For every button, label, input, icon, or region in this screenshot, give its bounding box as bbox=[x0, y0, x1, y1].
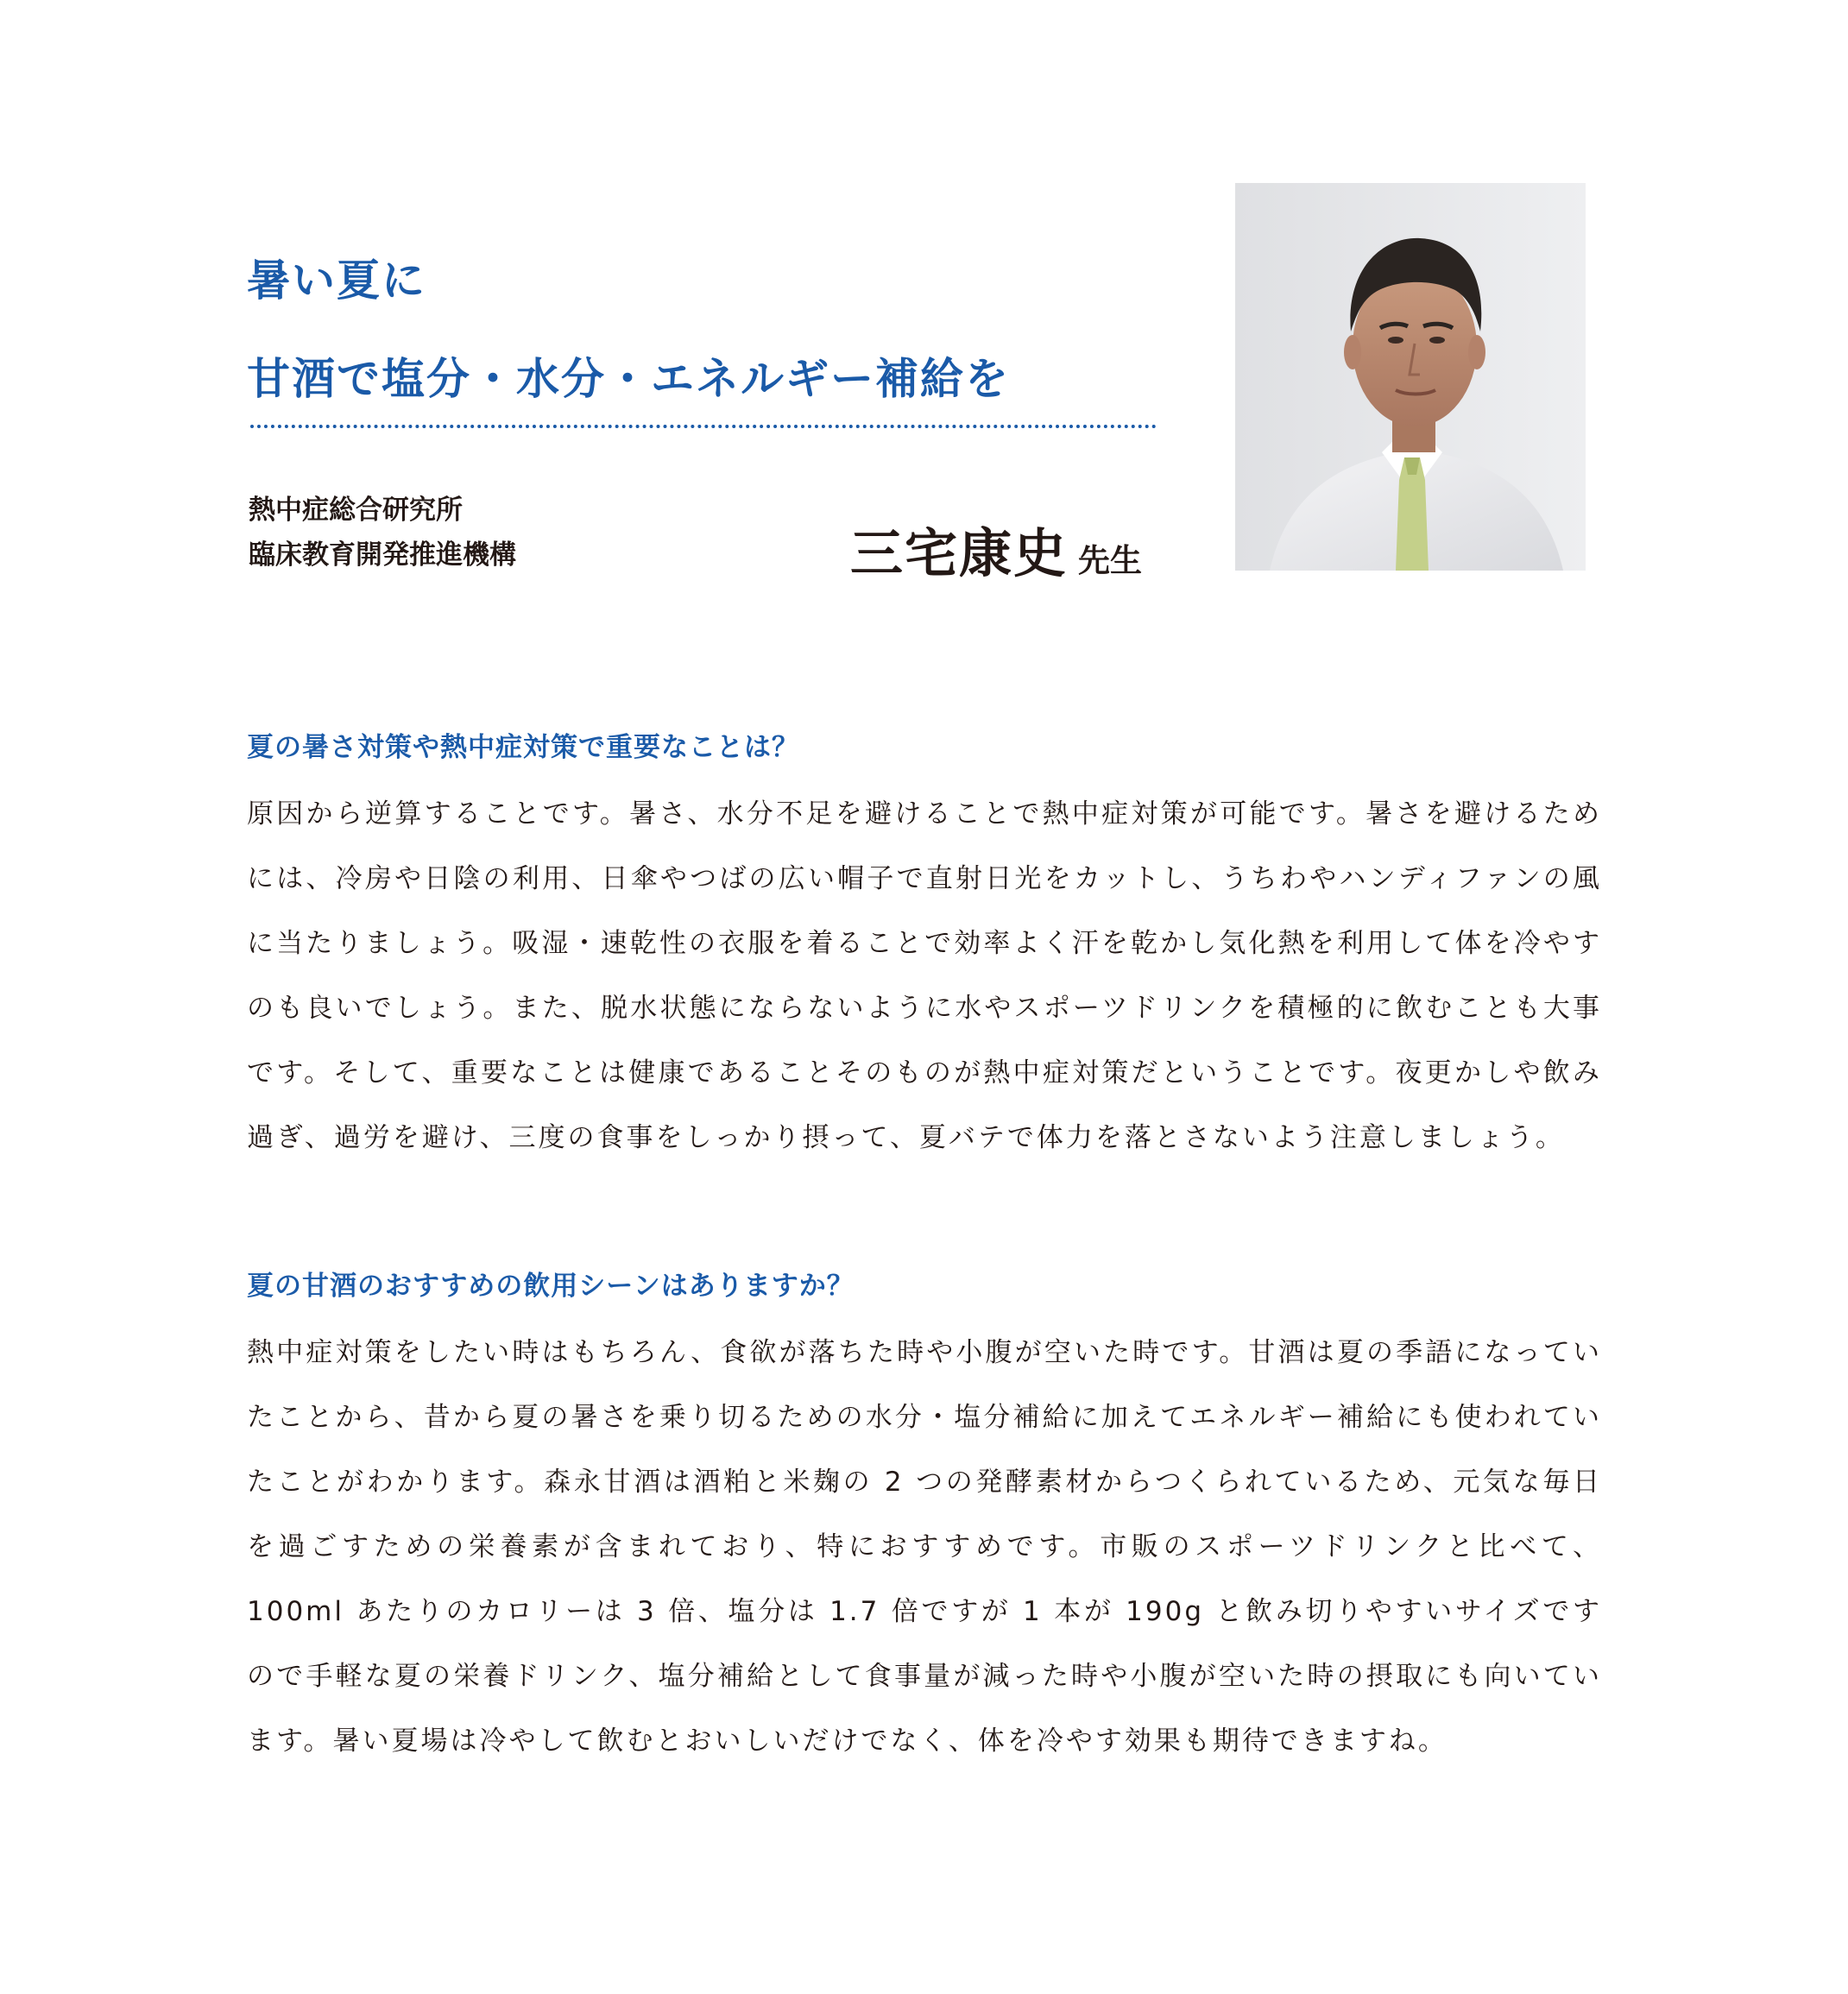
title-divider bbox=[250, 425, 1157, 428]
qa-block-2 bbox=[247, 1262, 1602, 1774]
qa-block-1 bbox=[247, 723, 1602, 1171]
question-heading: 夏の暑さ対策や熱中症対策で重要なことは？ bbox=[247, 732, 799, 763]
title-line-2: 甘酒で塩分・水分・エネルギー補給を bbox=[247, 354, 1010, 404]
author-portrait bbox=[1235, 183, 1586, 571]
author-affiliation bbox=[249, 488, 516, 577]
affiliation-line-1: 熱中症総合研究所 bbox=[249, 495, 463, 526]
question-heading: 夏の甘酒のおすすめの飲用シーンはありますか？ bbox=[247, 1271, 855, 1302]
answer-paragraph: 熱中症対策をしたい時はもちろん、食欲が落ちた時や小腹が空いた時です。甘酒は夏の季語になっていたことから、昔から夏の暑さを乗り切るための水分・塩分補給に加えてエネルギー補給にも使われていたことがわかります。森永甘酒は酒粕と米麹の 2 つの発酵素材からつくられているため、元気な毎日を過ごすための栄養素が含まれており、特におすすめです。市販のスポーツドリンクと比べて、100ml あたりのカロリーは 3 倍、塩分は 1.7 倍ですが 1 本が 190g と飲み切りやすいサイズですので手軽な夏の栄養ドリンク、塩分補給として食事量が減った時や小腹が空いた時の摂取にも向いています。暑い夏場は冷やして飲むとおいしいだけでなく、体を冷やす効果も期待できますね。 bbox=[247, 1337, 1602, 1757]
author-honorific: 先生 bbox=[1078, 542, 1143, 579]
portrait-illustration bbox=[1235, 183, 1586, 571]
answer-paragraph: 原因から逆算することです。暑さ、水分不足を避けることで熱中症対策が可能です。暑さを避けるためには、冷房や日陰の利用、日傘やつばの広い帽子で直射日光をカットし、うちわやハンディファンの風に当たりましょう。吸湿・速乾性の衣服を着ることで効率よく汗を乾かし気化熱を利用して体を冷やすのも良いでしょう。また、脱水状態にならないように水やスポーツドリンクを積極的に飲むことも大事です。そして、重要なことは健康であることそのものが熱中症対策だということです。夜更かしや飲み過ぎ、過労を避け、三度の食事をしっかり摂って、夏バテで体力を落とさないよう注意しましょう。 bbox=[247, 798, 1602, 1153]
author-name-text: 三宅康史 bbox=[850, 523, 1069, 584]
author-name bbox=[850, 512, 1142, 587]
affiliation-line-2: 臨床教育開発推進機構 bbox=[249, 540, 516, 571]
article-title bbox=[247, 231, 1010, 428]
title-line-1: 暑い夏に bbox=[247, 256, 426, 306]
